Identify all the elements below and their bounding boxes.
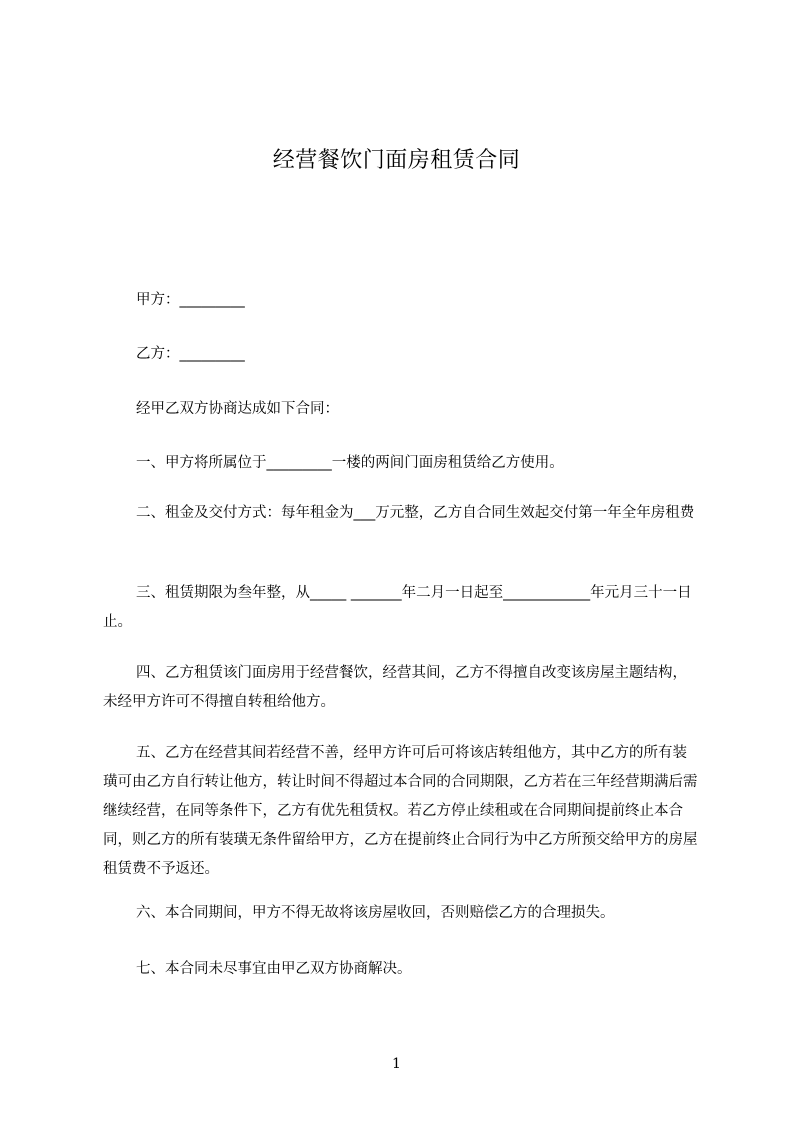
clause-7: 七、本合同未尽事宜由甲乙双方协商解决。 [136, 961, 412, 977]
document-title: 经营餐饮门面房租赁合同 [272, 148, 521, 173]
clause-6: 六、本合同期间，甲方不得无故将该房屋收回，否则赔偿乙方的合理损失。 [136, 905, 615, 921]
party-a-line: 甲方：_________ [136, 292, 245, 308]
page-number: 1 [392, 1056, 401, 1072]
clause-3: 三、租赁期限为叁年整，从_____ _______年二月一日起至____________年元月三十一日止。 [103, 585, 692, 630]
intro-line: 经甲乙双方协商达成如下合同： [136, 401, 339, 417]
party-b-line: 乙方：_________ [136, 346, 245, 362]
clause-1: 一、甲方将所属位于_________一楼的两间门面房租赁给乙方使用。 [136, 455, 564, 471]
clause-5: 五、乙方在经营其间若经营不善，经甲方许可后可将该店转组他方，其中乙方的所有装璜可由乙方自行转让他方，转让时间不得超过本合同的合同期限，乙方若在三年经营期满后需继续经营，在同等条件下，乙方有优先租赁权。若乙方停止续租或在合同期间提前终止本合同，则乙方的所有装璜无条件留给甲方，乙方在提前终止合同行为中乙方所预交给甲方的房屋租赁费不予返还。 [103, 745, 698, 877]
clause-4: 四、乙方租赁该门面房用于经营餐饮，经营其间，乙方不得擅自改变该房屋主题结构，未经甲方许可不得擅自转租给他方。 [103, 665, 687, 710]
clause-2: 二、租金及交付方式：每年租金为___万元整，乙方自合同生效起交付第一年全年房租费 [136, 505, 695, 521]
